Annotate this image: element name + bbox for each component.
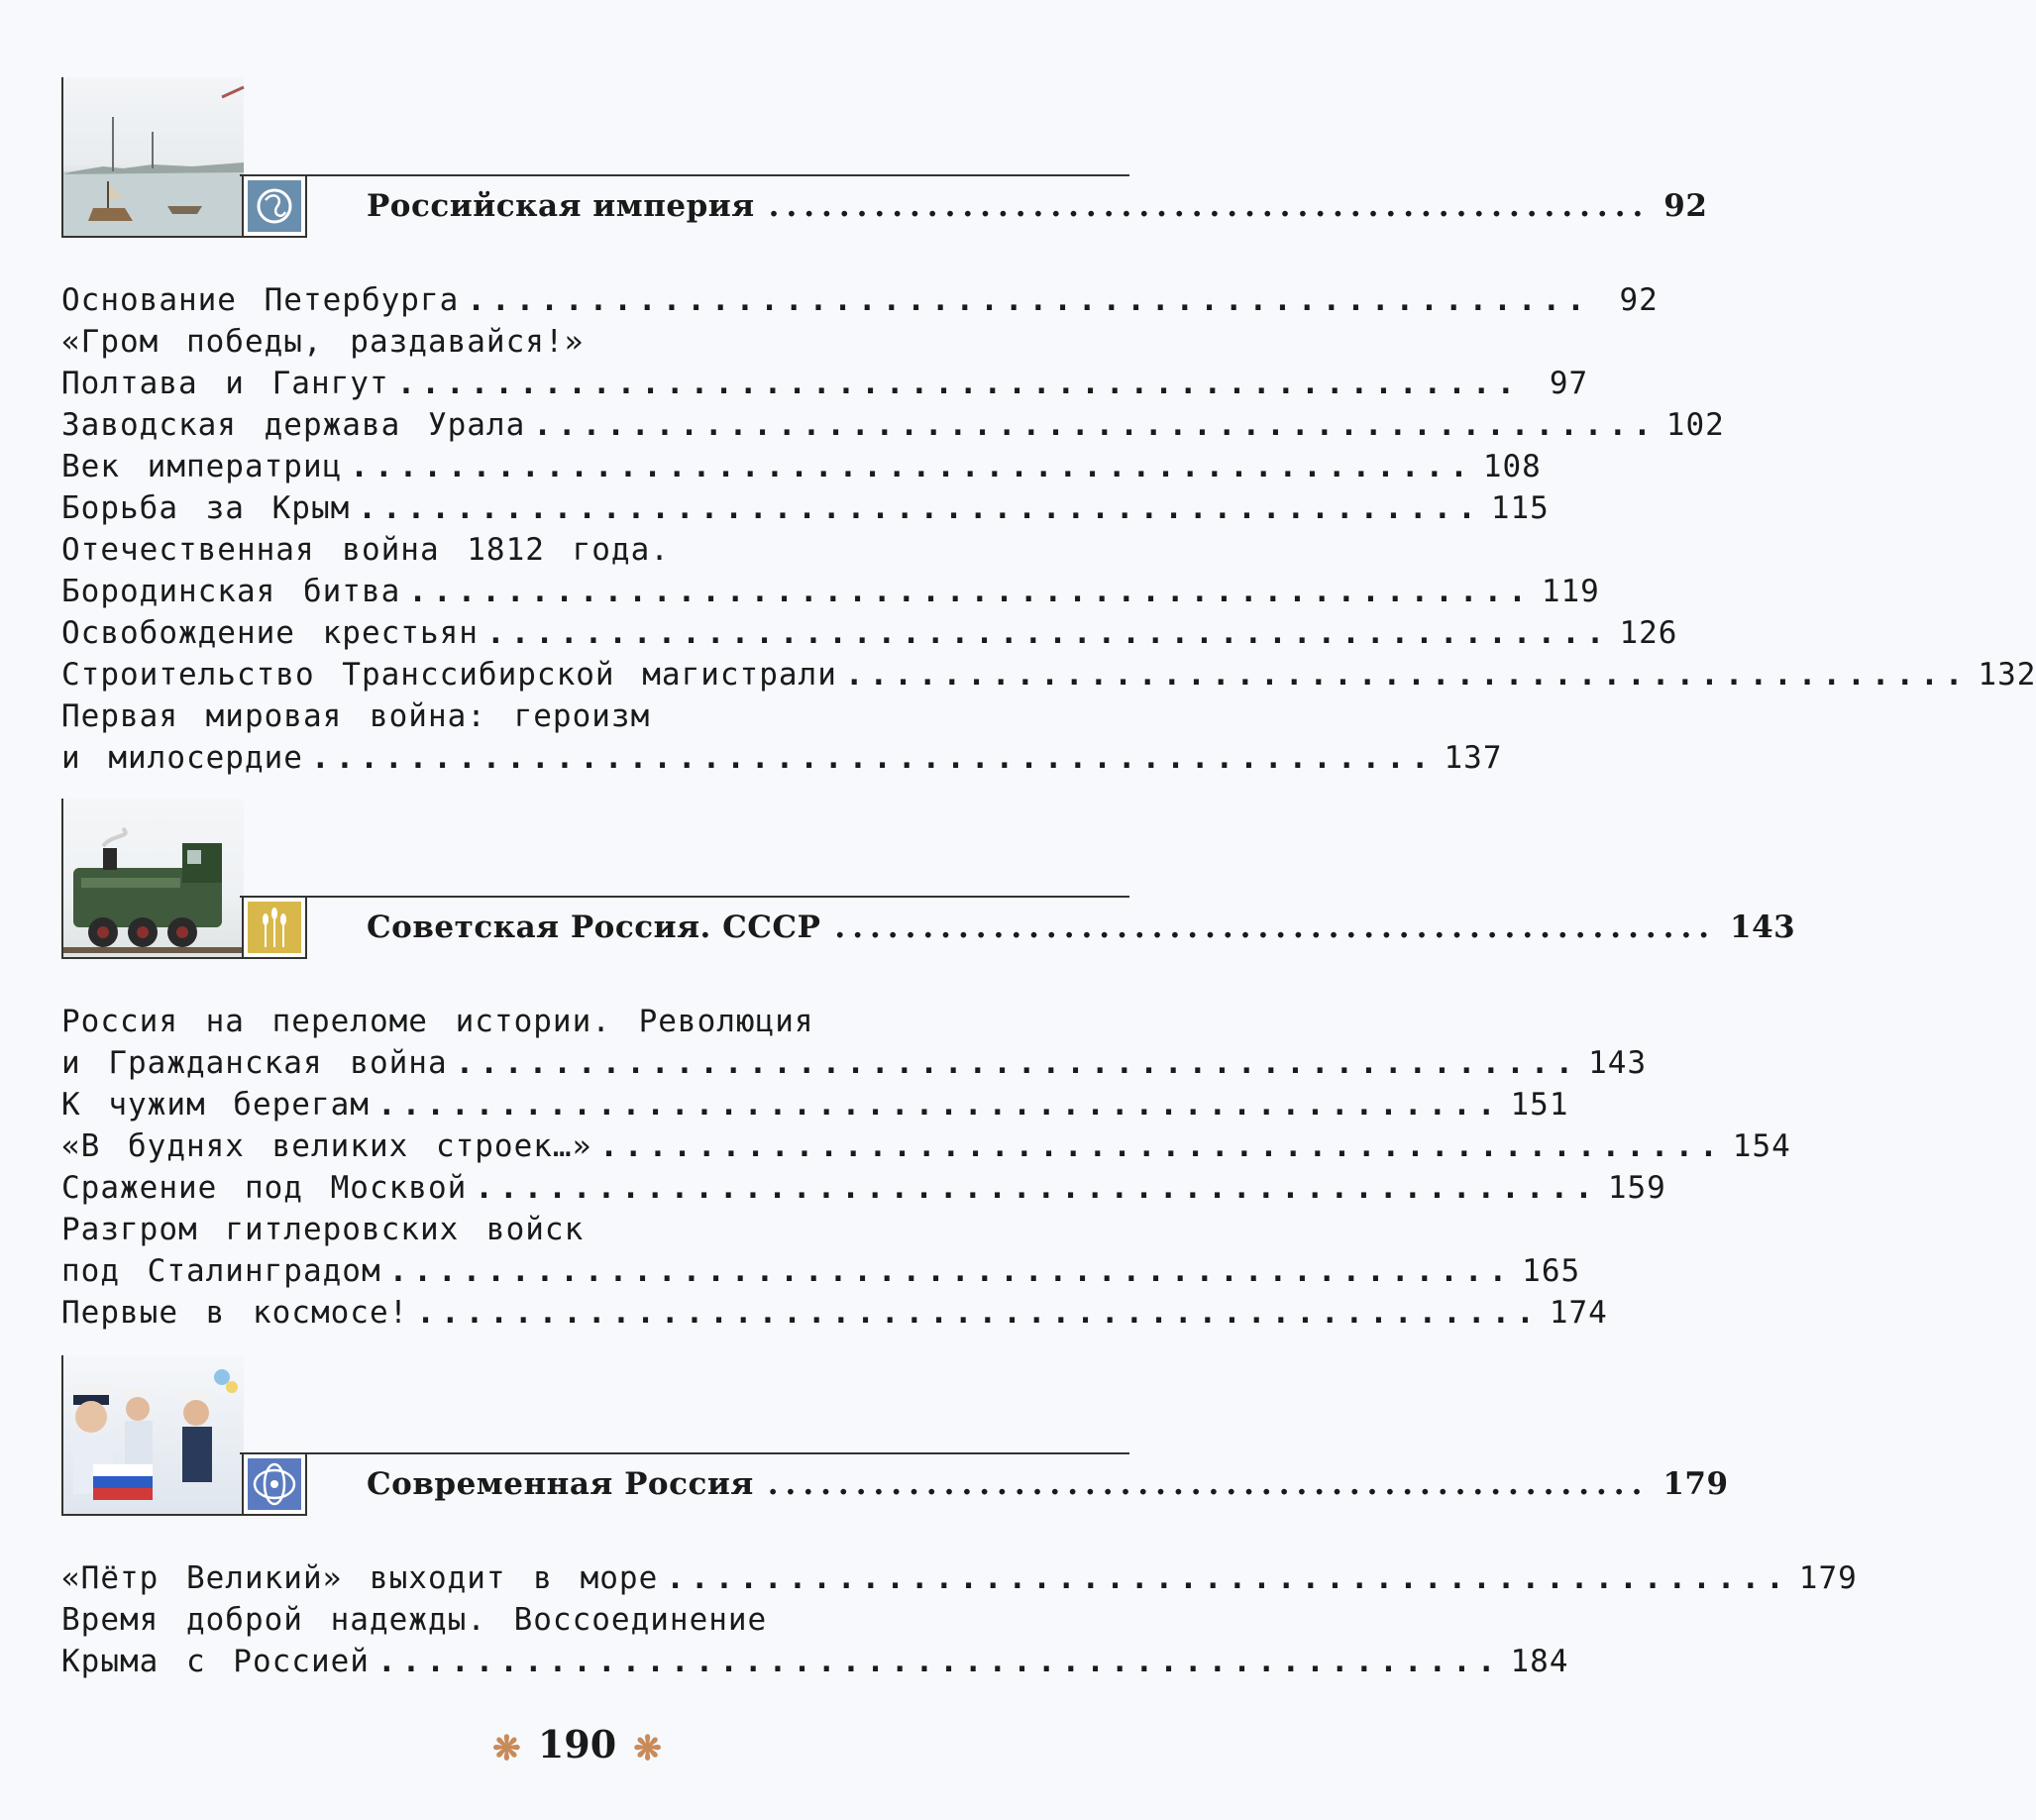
page-number: 190 bbox=[537, 1722, 617, 1766]
section-title-row bbox=[367, 188, 1708, 224]
toc-entry[interactable]: Борьба за Крым .............................................. 115 bbox=[61, 490, 1550, 526]
toc-entry[interactable]: под Сталинградом .............................................. 165 bbox=[61, 1253, 1581, 1289]
section-divider bbox=[240, 174, 1129, 176]
dot-leader: .................................................. bbox=[768, 188, 1651, 224]
section-title-row bbox=[367, 910, 1796, 945]
toc-entry[interactable]: Основание Петербурга .............................................. 92 bbox=[61, 282, 1659, 318]
toc-entry[interactable]: Разгром гитлеровских войск bbox=[61, 1212, 585, 1247]
young-sailors-with-flag-photo bbox=[61, 1355, 244, 1516]
toc-entry[interactable]: и милосердие .............................................. 137 bbox=[61, 740, 1503, 776]
section-divider bbox=[240, 896, 1129, 898]
toc-entry[interactable]: Век императриц .............................................. 108 bbox=[61, 449, 1542, 484]
left-ornament-icon: ❋ bbox=[492, 1728, 521, 1768]
toc-entry[interactable]: Сражение под Москвой .............................................. 159 bbox=[61, 1170, 1666, 1206]
page-number-footer bbox=[0, 1722, 1154, 1768]
right-ornament-icon: ❋ bbox=[633, 1728, 662, 1768]
section-title-row bbox=[367, 1466, 1729, 1502]
toc-entry[interactable]: Россия на переломе истории. Революция bbox=[61, 1004, 814, 1039]
toc-entry[interactable]: Время доброй надежды. Воссоединение bbox=[61, 1602, 768, 1638]
toc-entry[interactable]: Первые в космосе! .............................................. 174 bbox=[61, 1295, 1608, 1331]
toc-entry[interactable]: Заводская держава Урала .............................................. 102 bbox=[61, 407, 1725, 443]
toc-entry[interactable]: «Гром победы, раздавайся!» bbox=[61, 324, 585, 360]
section-page-number: 92 bbox=[1663, 188, 1708, 224]
dot-leader: .................................................. bbox=[834, 910, 1717, 945]
toc-entry[interactable]: Полтава и Гангут .............................................. 97 bbox=[61, 366, 1589, 401]
section-header-soviet-russia bbox=[61, 801, 1796, 959]
toc-entry[interactable]: «В буднях великих строек…» .............................................. 154 bbox=[61, 1128, 1791, 1164]
toc-entry[interactable]: Крыма с Россией .............................................. 184 bbox=[61, 1644, 1569, 1679]
section-page-number: 143 bbox=[1730, 910, 1796, 945]
steam-locomotive-illustration bbox=[61, 799, 244, 959]
toc-entry[interactable]: Первая мировая война: героизм bbox=[61, 698, 651, 734]
section-title: Современная Россия bbox=[367, 1466, 754, 1502]
toc-entry[interactable]: Освобождение крестьян .............................................. 126 bbox=[61, 615, 1678, 651]
st-petersburg-harbor-illustration bbox=[61, 77, 244, 238]
dot-leader: .................................................. bbox=[767, 1466, 1650, 1502]
section-title: Российская империя bbox=[367, 188, 755, 224]
section-title: Советская Россия. СССР bbox=[367, 910, 821, 945]
section-entries-russian-empire bbox=[61, 279, 2036, 779]
section-entries-soviet-russia bbox=[61, 1001, 1791, 1334]
toc-entry[interactable]: Строительство Транссибирской магистрали .............................................. 132 bbox=[61, 657, 2036, 693]
ornament-icon bbox=[242, 1452, 307, 1516]
toc-entry[interactable]: Отечественная война 1812 года. bbox=[61, 532, 670, 568]
toc-entry[interactable]: К чужим берегам .............................................. 151 bbox=[61, 1087, 1569, 1123]
section-header-modern-russia bbox=[61, 1357, 1729, 1516]
section-divider bbox=[240, 1452, 1129, 1454]
toc-entry[interactable]: и Гражданская война .............................................. 143 bbox=[61, 1045, 1648, 1081]
toc-entry[interactable]: «Пётр Великий» выходит в море .............................................. 179 bbox=[61, 1560, 1858, 1596]
wheat-ornament-icon bbox=[242, 896, 307, 959]
section-page-number: 179 bbox=[1662, 1466, 1729, 1502]
section-entries-modern-russia bbox=[61, 1557, 1858, 1682]
ornament-icon bbox=[242, 174, 307, 238]
toc-entry[interactable]: Бородинская битва .............................................. 119 bbox=[61, 574, 1600, 609]
section-header-russian-empire bbox=[61, 79, 1708, 238]
